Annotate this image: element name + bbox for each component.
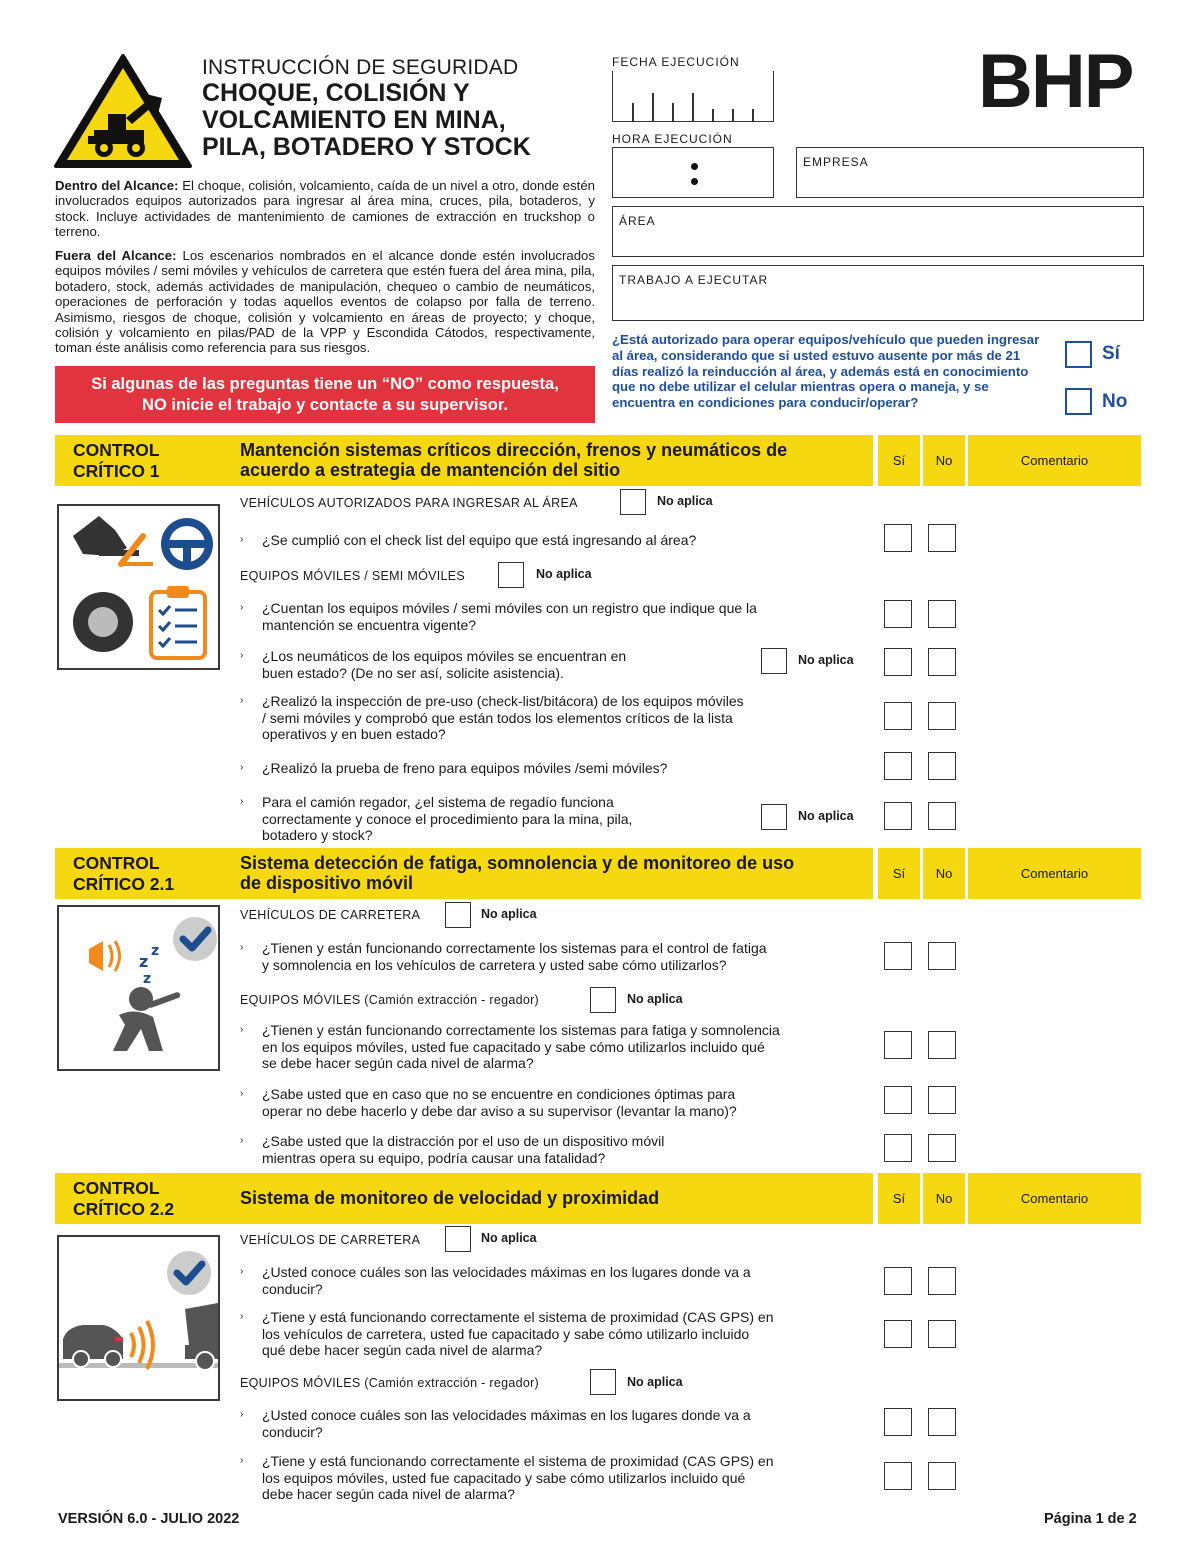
no-checkbox[interactable] — [928, 524, 956, 552]
title-line: PILA, BOTADERO Y STOCK — [202, 133, 531, 161]
no-answer-warning — [55, 366, 595, 423]
authorization-no-checkbox[interactable] — [1065, 388, 1092, 415]
document-title — [202, 80, 602, 161]
si-checkbox[interactable] — [884, 600, 912, 628]
steering-wheel-icon — [161, 518, 213, 570]
proximity-illustration — [57, 1235, 220, 1401]
fecha-label: FECHA EJECUCIÓN — [612, 55, 740, 69]
scope-inside — [55, 178, 595, 240]
col-no: No — [935, 866, 953, 881]
si-checkbox[interactable] — [884, 1267, 912, 1295]
no-checkbox[interactable] — [928, 648, 956, 676]
si-checkbox[interactable] — [884, 1086, 912, 1114]
na-label: No aplica — [627, 992, 683, 1006]
hora-input[interactable] — [612, 147, 774, 198]
no-checkbox[interactable] — [928, 1267, 956, 1295]
brake-pedal-icon — [73, 516, 153, 564]
svg-text:z: z — [151, 943, 160, 959]
scope-outside — [55, 248, 595, 356]
scope-out-label: Fuera del Alcance: — [55, 248, 177, 263]
section-title: Sistema de monitoreo de velocidad y proximidad — [240, 1188, 660, 1208]
page-number: Página 1 de 2 — [1044, 1511, 1137, 1527]
proximity-signal-icon — [131, 1321, 153, 1369]
col-no: No — [935, 453, 953, 468]
empresa-field[interactable] — [796, 147, 1144, 198]
document-subtitle: INSTRUCCIÓN DE SEGURIDAD — [202, 56, 519, 79]
no-checkbox[interactable] — [928, 1408, 956, 1436]
scope-in-label: Dentro del Alcance: — [55, 178, 179, 193]
subheader-road-vehicles: VEHÍCULOS DE CARRETERA — [240, 908, 421, 922]
warning-line: NO inicie el trabajo y contacte a su supervisor. — [142, 396, 508, 414]
na-label: No aplica — [481, 907, 537, 921]
check-circle-icon — [167, 1251, 211, 1295]
version-footer: VERSIÓN 6.0 - JULIO 2022 — [58, 1511, 240, 1527]
title-line: VOLCAMIENTO EN MINA, — [202, 106, 506, 134]
no-checkbox[interactable] — [928, 1086, 956, 1114]
si-checkbox[interactable] — [884, 524, 912, 552]
na-checkbox[interactable] — [590, 987, 616, 1013]
subheader-road-vehicles: VEHÍCULOS DE CARRETERA — [240, 1233, 421, 1247]
si-checkbox[interactable] — [884, 648, 912, 676]
na-label: No aplica — [627, 1375, 683, 1389]
na-label: No aplica — [657, 494, 713, 508]
maintenance-illustration — [57, 504, 220, 670]
truck-icon — [185, 1303, 218, 1370]
col-si: Sí — [892, 1191, 906, 1206]
na-checkbox[interactable] — [761, 648, 787, 674]
section-header-control-2-2 — [55, 1173, 1141, 1224]
empresa-label: EMPRESA — [803, 155, 869, 169]
authorization-question: ¿Está autorizado para operar equipos/vehículo que pueden ingresar al área, considerando que si usted estuvo ausente por más de 21 días realizó la reinducción al área, y además está en conocimiento que no debe utilizar el celular mientras opera o maneja, y se encuentra en condiciones para conducir/operar? — [612, 332, 1040, 411]
si-checkbox[interactable] — [884, 1320, 912, 1348]
na-checkbox[interactable] — [761, 804, 787, 830]
sleeping-driver-icon — [113, 987, 181, 1051]
no-checkbox[interactable] — [928, 600, 956, 628]
no-checkbox[interactable] — [928, 702, 956, 730]
control-label: CONTROL CRÍTICO 1 — [73, 440, 160, 481]
na-checkbox[interactable] — [445, 902, 471, 928]
si-checkbox[interactable] — [884, 702, 912, 730]
na-checkbox[interactable] — [445, 1226, 471, 1252]
na-checkbox[interactable] — [498, 562, 524, 588]
car-icon — [63, 1325, 123, 1367]
si-checkbox[interactable] — [884, 1462, 912, 1490]
no-checkbox[interactable] — [928, 1462, 956, 1490]
scope-out-text: Los escenarios nombrados en el alcance donde estén involucrados equipos móviles / semi móviles y vehículos de carretera que estén fuera del área mina, pila, botadero, stock, además actividades de manipulación, chequeo o cambio de neumáticos, operaciones de perforación y todas aquellos eventos de colapso por falla de terreno. Asimismo, riesgos de choque, colisión y volcamiento en áreas de proyecto; y choque, colisión y volcamiento en pilas/PAD de la VPP y Escondida Cátodos, respectivamente, toman éste análisis como referencia para sus riesgos. — [55, 248, 595, 356]
col-comment: Comentario — [1020, 453, 1089, 468]
authorization-yes-checkbox[interactable] — [1065, 341, 1092, 368]
na-checkbox[interactable] — [590, 1369, 616, 1395]
no-checkbox[interactable] — [928, 752, 956, 780]
loader-warning-sign-icon — [52, 52, 194, 170]
col-comment: Comentario — [1020, 866, 1089, 881]
no-checkbox[interactable] — [928, 802, 956, 830]
si-checkbox[interactable] — [884, 942, 912, 970]
no-checkbox[interactable] — [928, 1031, 956, 1059]
section-title: Mantención sistemas críticos dirección, frenos y neumáticos de acuerdo a estrategia de mantención del sitio — [240, 440, 788, 480]
svg-text:z: z — [143, 971, 152, 987]
fecha-input[interactable] — [612, 71, 774, 122]
sleep-z-icon — [139, 943, 159, 987]
area-label: ÁREA — [619, 214, 656, 228]
control-label: CONTROL CRÍTICO 2.1 — [73, 853, 175, 894]
si-checkbox[interactable] — [884, 752, 912, 780]
na-label: No aplica — [798, 809, 854, 823]
scope-in-text: El choque, colisión, volcamiento, caída de un nivel a otro, donde estén involucrados equipos autorizados para ingresar al área mina, cruces, pila, botaderos, y stock. Incluye actividades de mantenimiento de camiones de extracción en truckshop o terreno. — [55, 178, 596, 240]
check-circle-icon — [173, 917, 217, 961]
si-checkbox[interactable] — [884, 1134, 912, 1162]
hora-label: HORA EJECUCIÓN — [612, 132, 733, 146]
section-title: Sistema detección de fatiga, somnolencia y de monitoreo de uso de dispositivo móvil — [240, 853, 795, 893]
no-checkbox[interactable] — [928, 942, 956, 970]
warning-line: Si algunas de las preguntas tiene un “NO” como respuesta, — [91, 375, 559, 393]
area-field[interactable] — [612, 206, 1144, 257]
checklist-icon — [151, 586, 205, 658]
trabajo-label: TRABAJO A EJECUTAR — [619, 273, 769, 287]
si-checkbox[interactable] — [884, 1408, 912, 1436]
si-checkbox[interactable] — [884, 1031, 912, 1059]
subheader-mobile-equipment: EQUIPOS MÓVILES / SEMI MÓVILES — [240, 569, 466, 583]
trabajo-field[interactable] — [612, 265, 1144, 321]
no-checkbox[interactable] — [928, 1320, 956, 1348]
section-header-control-1 — [55, 435, 1141, 486]
subheader-authorized-vehicles: VEHÍCULOS AUTORIZADOS PARA INGRESAR AL ÁREA — [240, 496, 578, 510]
col-si: Sí — [892, 453, 906, 468]
na-label: No aplica — [798, 653, 854, 667]
no-checkbox[interactable] — [928, 1134, 956, 1162]
authorization-yes-label: Sí — [1102, 343, 1120, 364]
si-checkbox[interactable] — [884, 802, 912, 830]
authorization-no-label: No — [1102, 391, 1128, 412]
na-label: No aplica — [536, 567, 592, 581]
title-line: CHOQUE, COLISIÓN Y — [202, 79, 470, 107]
control-label: CONTROL CRÍTICO 2.2 — [73, 1178, 175, 1219]
tire-icon — [73, 592, 133, 652]
na-label: No aplica — [481, 1231, 537, 1245]
col-no: No — [935, 1191, 953, 1206]
col-si: Sí — [892, 866, 906, 881]
subheader-mobile-equipment: EQUIPOS MÓVILES (Camión extracción - regador) — [240, 1376, 540, 1390]
bhp-logo: BHP — [978, 39, 1133, 124]
col-comment: Comentario — [1020, 1191, 1089, 1206]
alarm-sound-icon — [89, 941, 120, 971]
fatigue-illustration — [57, 905, 220, 1071]
section-header-control-2-1 — [55, 848, 1141, 899]
na-checkbox[interactable] — [620, 489, 646, 515]
subheader-mobile-equipment: EQUIPOS MÓVILES (Camión extracción - regador) — [240, 993, 540, 1007]
svg-text:z: z — [139, 952, 149, 971]
